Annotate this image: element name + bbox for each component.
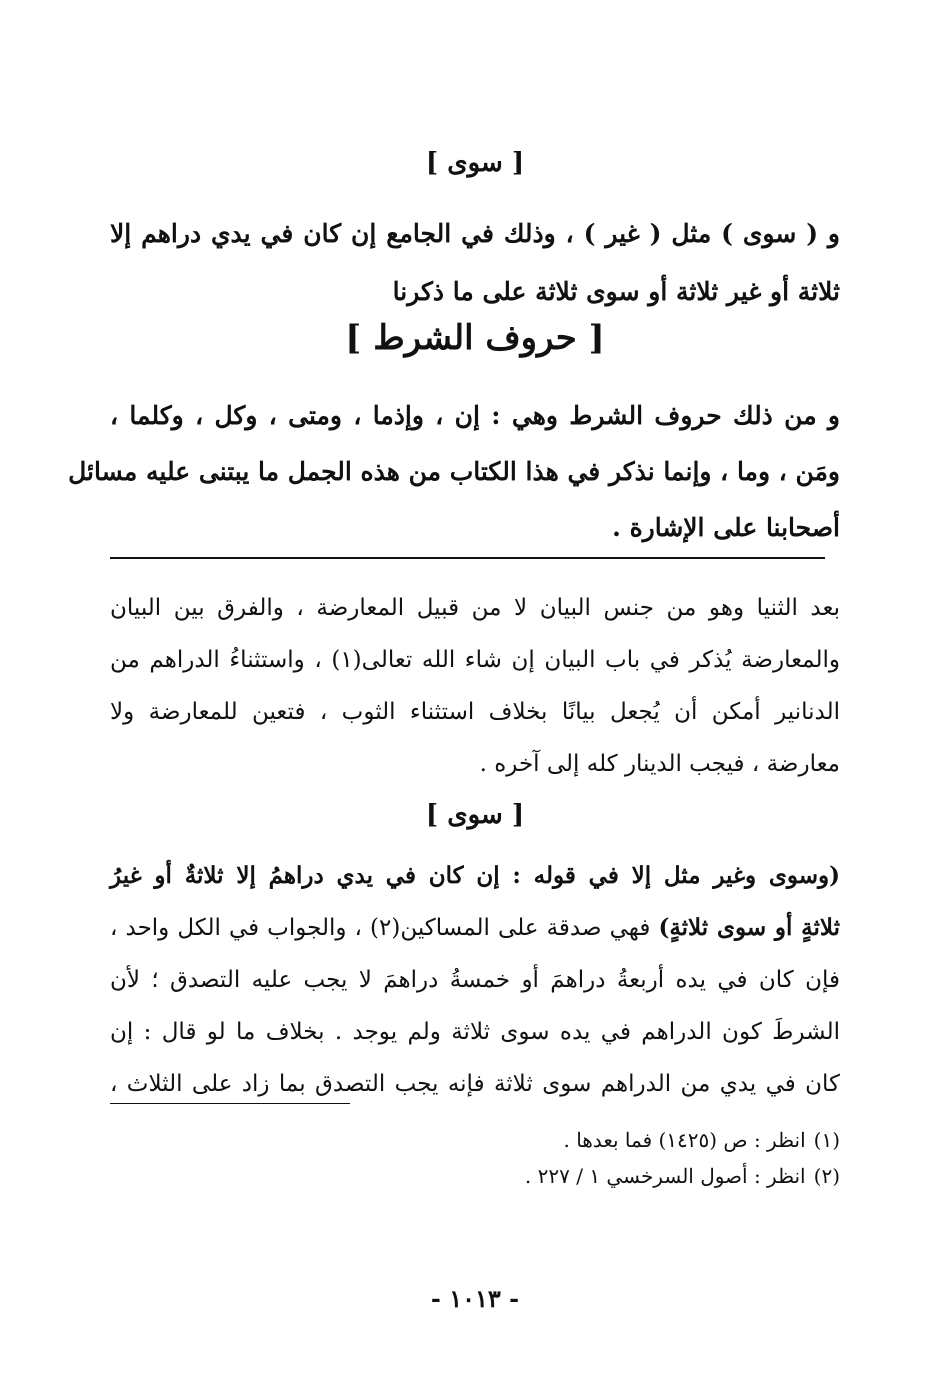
commentary-block [110, 582, 840, 790]
footnote-text: انظر : ص (١٤٢٥) فما بعدها . [563, 1128, 806, 1152]
quoted-text-run: ثلاثةٍ أو سوى ثلاثةٍ) [658, 914, 840, 941]
commentary-block [110, 850, 840, 1110]
commentary-line: والمعارضة يُذكر في باب البيان إن شاء الله تعالى(١) ، واستثناءُ الدراهم من [110, 647, 840, 673]
footnote-number: (١) [813, 1128, 840, 1152]
commentary-line: فإن كان في يده أربعةُ دراهمَ أو خمسةُ دراهمَ لا يجب عليه التصدق ؛ لأن [110, 967, 840, 993]
text-line: و ( سوى ) مثل ( غير ) ، وذلك في الجامع إن كان في يدي دراهم إلا [110, 219, 840, 248]
main-paragraph-shart [68, 388, 840, 556]
text-line: ثلاثة أو غير ثلاثة أو سوى ثلاثة على ما ذكرنا [392, 277, 840, 306]
section-heading-shart: [ حروف الشرط ] [345, 318, 605, 358]
footnote-text: انظر : أصول السرخسي ١ / ٢٢٧ . [524, 1164, 806, 1188]
footnote [110, 1122, 840, 1158]
footnote-separator [110, 1103, 350, 1104]
separator-rule [110, 557, 825, 559]
footnote [110, 1158, 840, 1194]
book-page [68, 0, 840, 1377]
text-line: و من ذلك حروف الشرط وهي : إن ، وإذما ، ومتى ، وكل ، وكلما ، [110, 401, 840, 430]
commentary-line: الدنانير أمكن أن يُجعل بيانًا بخلاف استثناء الثوب ، فتعين للمعارضة ولا [110, 699, 840, 725]
footnote-number: (٢) [813, 1164, 840, 1188]
quoted-text-line: (وسوى وغير مثل إلا في قوله : إن كان في يدي دراهمُ إلا ثلاثةٌ أو غيرُ [110, 862, 840, 889]
text-line: أصحابنا على الإشارة . [612, 513, 840, 542]
footnotes [110, 1122, 840, 1194]
commentary-line: كان في يدي من الدراهم سوى ثلاثة فإنه يجب التصدق بما زاد على الثلاث ، [110, 1071, 840, 1097]
commentary-line: الشرطَ كون الدراهم في يده سوى ثلاثة ولم يوجد . بخلاف ما لو قال : إن [110, 1019, 840, 1045]
commentary-text-run: فهي صدقة على المساكين(٢) ، والجواب في الكل واحد ، [110, 915, 659, 941]
section-heading-siwa: [ سوى ] [425, 148, 525, 178]
commentary-line [110, 902, 840, 954]
page-number: - ١٠١٣ - [430, 1284, 520, 1313]
main-paragraph-siwa [110, 205, 840, 321]
commentary-line: بعد الثنيا وهو من جنس البيان لا من قبيل المعارضة ، والفرق بين البيان [110, 595, 840, 621]
commentary-line: معارضة ، فيجب الدينار كله إلى آخره . [479, 751, 840, 777]
section-heading-siwa-commentary: [ سوى ] [425, 800, 525, 830]
text-line: ومَن ، وما ، وإنما نذكر في هذا الكتاب من هذه الجمل ما يبتنى عليه مسائل [68, 457, 840, 486]
